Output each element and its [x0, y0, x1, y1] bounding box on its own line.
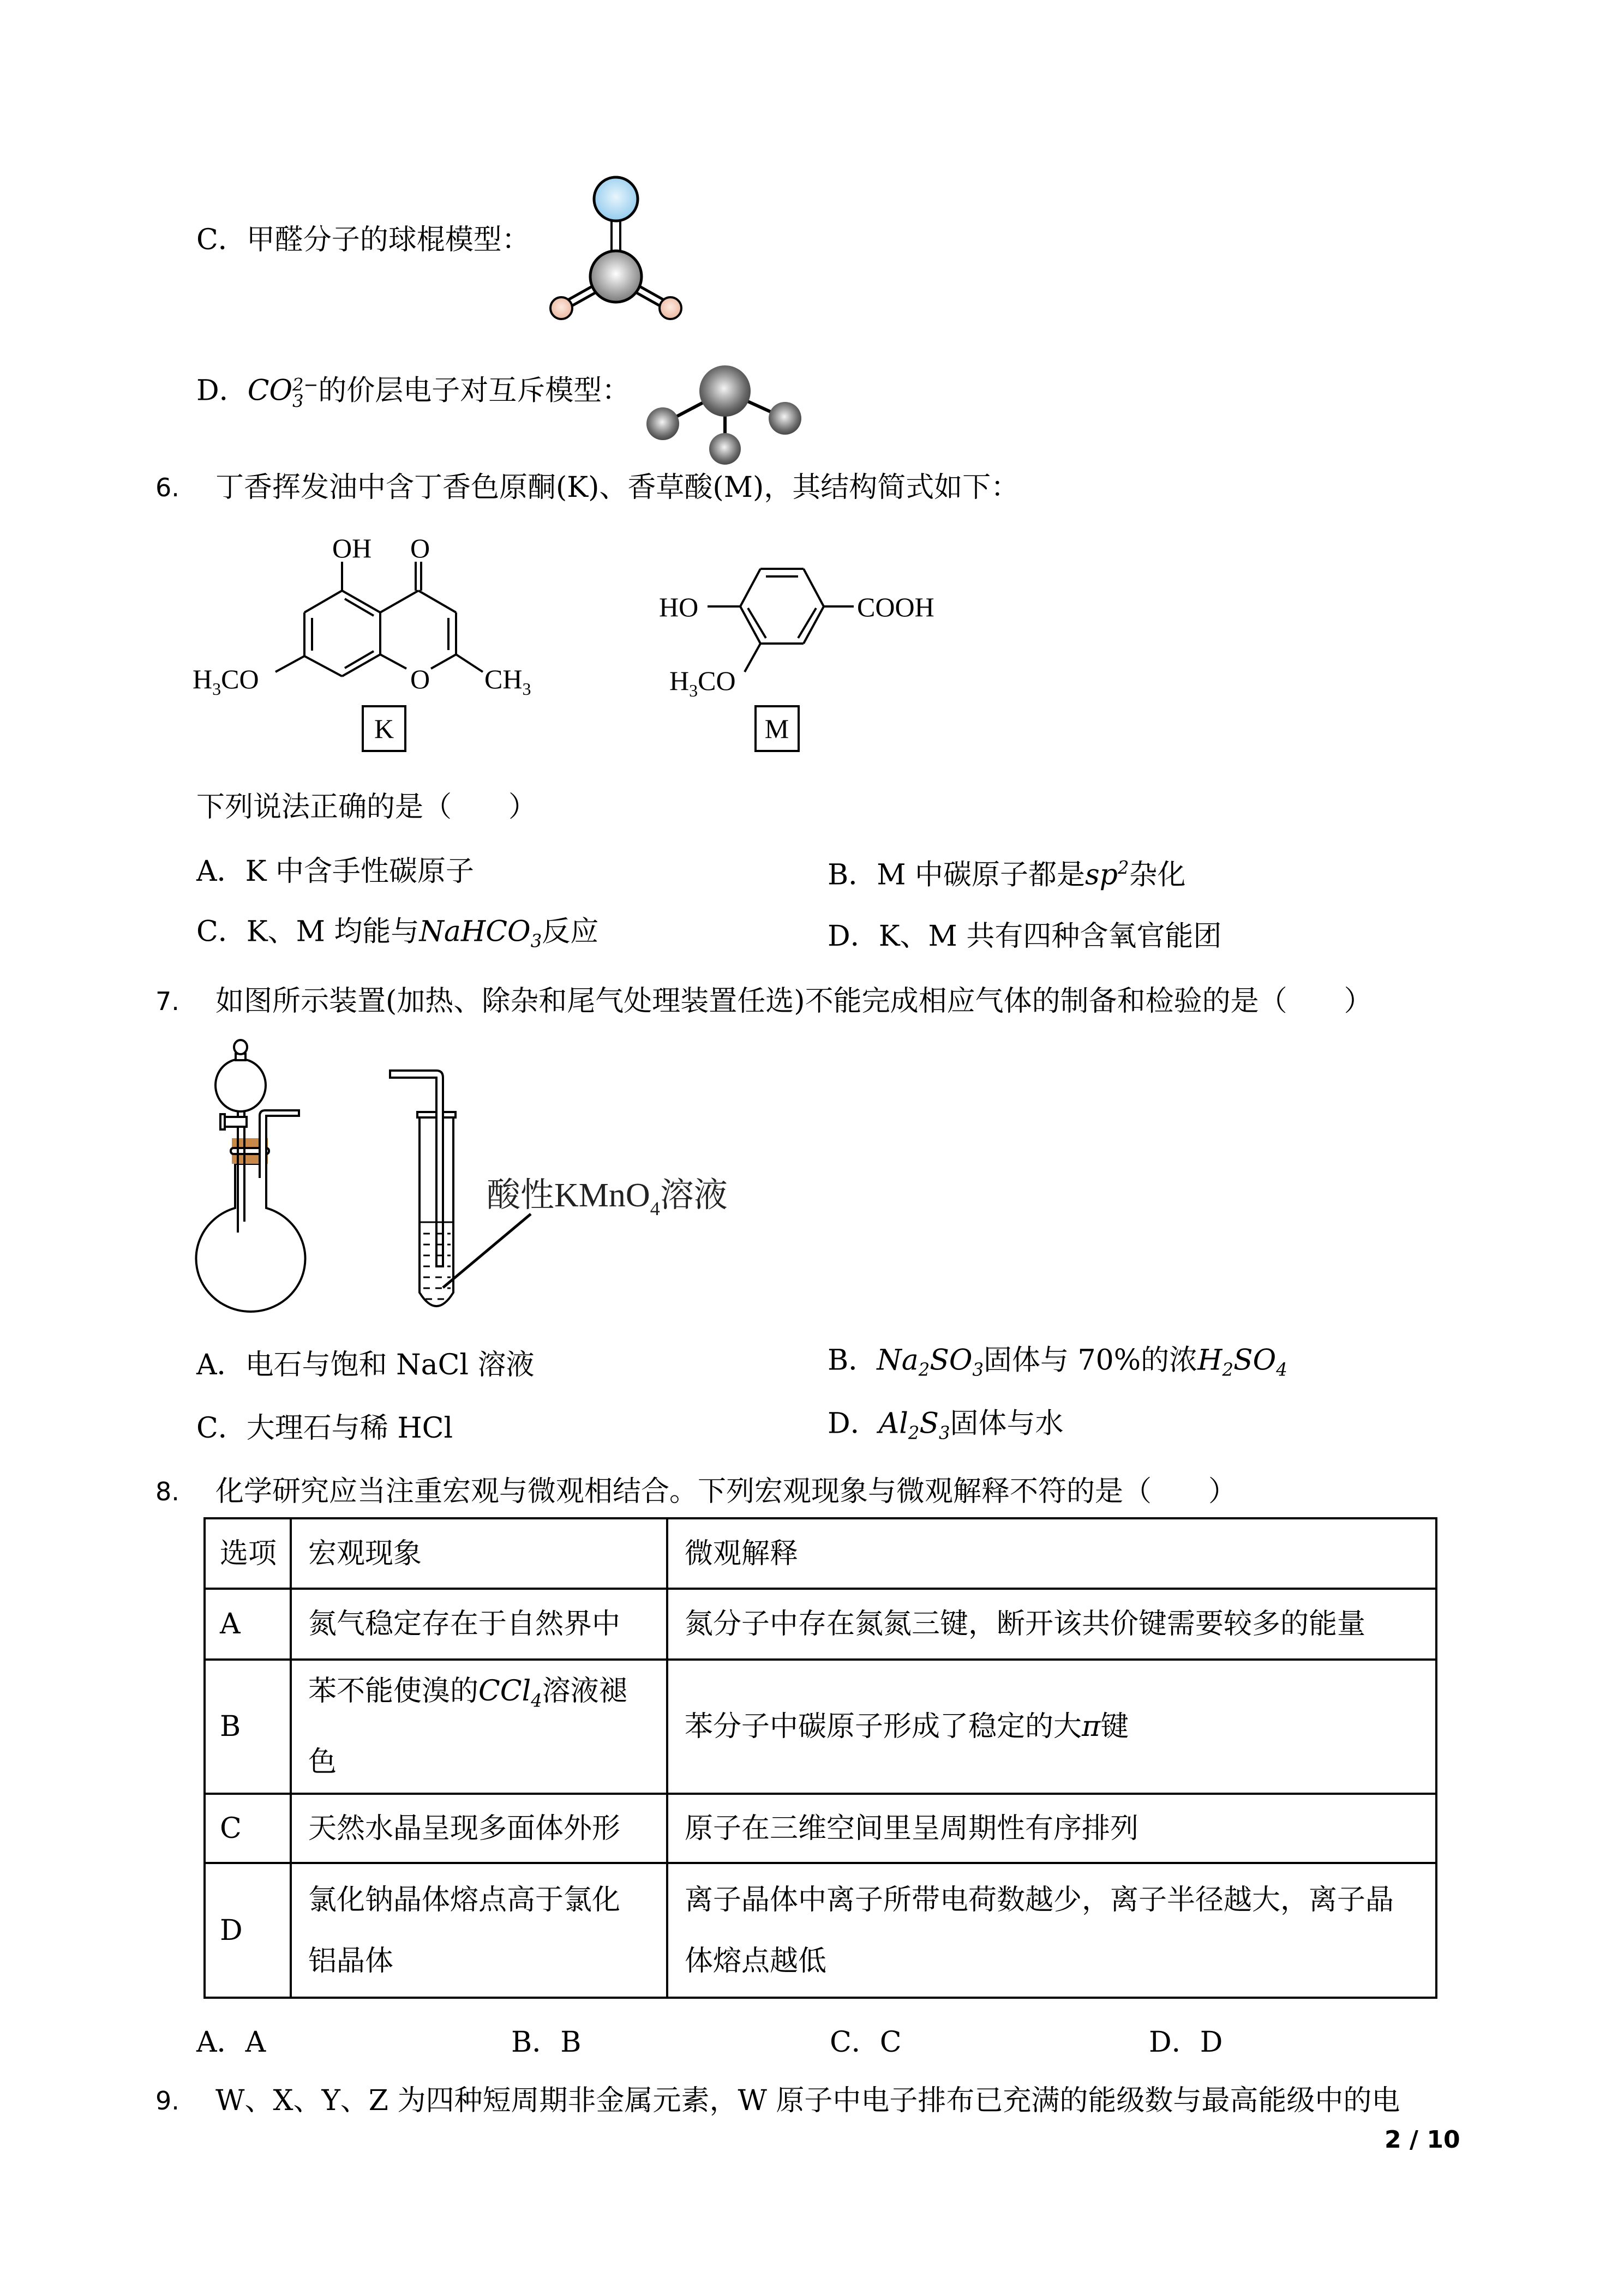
option-text: K、M 共有四种含氧官能团	[878, 920, 1222, 953]
q8-answer-b[interactable]	[511, 2026, 581, 2059]
option-label: C．	[830, 2026, 880, 2059]
option-label: D．	[196, 374, 248, 407]
question-6-prompt: 下列说法正确的是（ ）	[196, 791, 537, 824]
option-text: A	[245, 2026, 266, 2059]
formula-main: CCl	[478, 1675, 531, 1708]
formula-sub: 4	[531, 1690, 542, 1711]
h3co-sub: 3	[689, 681, 698, 700]
ch3-sub: 3	[522, 679, 531, 699]
header-option: 选项	[205, 1518, 291, 1589]
row-micro: 氮分子中存在氮氮三键，断开该共价键需要较多的能量	[667, 1589, 1436, 1660]
kmno4-solution-label	[487, 1177, 728, 1219]
table-row	[205, 1863, 1436, 1998]
question-number-8: 8.	[155, 1477, 179, 1506]
table-row	[205, 1589, 1436, 1660]
m-box-label: M	[764, 713, 789, 744]
formula-sub: 2	[1222, 1359, 1234, 1380]
option-text: 的价层电子对互斥模型：	[318, 374, 631, 407]
row-macro	[291, 1863, 667, 1998]
na2so3-formula	[877, 1344, 984, 1380]
formula-part: Na	[877, 1344, 919, 1377]
question-number-7: 7.	[155, 987, 179, 1016]
m-carboxyl-label: COOH	[857, 592, 934, 622]
sp2-formula	[1085, 859, 1129, 892]
formula-sub: 3	[292, 390, 304, 411]
k-box-label: K	[374, 713, 394, 744]
option-text-after: 反应	[542, 915, 599, 948]
pi-symbol: π	[1082, 1710, 1101, 1743]
micro-line-2: 体熔点越低	[685, 1944, 827, 1978]
ch3-main: CH	[484, 664, 523, 694]
macro-line-2: 色	[308, 1745, 337, 1778]
row-option: B	[205, 1660, 291, 1794]
table-row	[205, 1660, 1436, 1794]
option-text: D	[1200, 2026, 1223, 2059]
option-label: B．	[828, 1344, 877, 1377]
q6-option-b[interactable]	[828, 851, 1186, 891]
q7-option-d[interactable]	[828, 1407, 1064, 1449]
text: 苯分子中碳原子形成了稳定的大	[685, 1710, 1082, 1743]
macro-micro-table	[203, 1517, 1437, 1999]
option-text: M 中碳原子都是	[877, 858, 1085, 892]
table-row	[205, 1794, 1436, 1863]
formula-part: SO	[1233, 1344, 1277, 1377]
q7-option-b[interactable]	[828, 1344, 1287, 1386]
h3co-rest: CO	[698, 665, 736, 696]
label-text: 酸性KMnO	[487, 1177, 650, 1214]
formula-main: sp	[1085, 858, 1118, 892]
question-number-9: 9.	[155, 2086, 179, 2115]
option-text: 甲醛分子的球棍模型：	[246, 224, 530, 256]
row-option: D	[205, 1863, 291, 1998]
page-number: 2 / 10	[1385, 2126, 1460, 2154]
option-text-after: 杂化	[1129, 858, 1186, 892]
text: 苯不能使溴的	[308, 1675, 479, 1708]
h2so4-formula	[1197, 1344, 1287, 1380]
option-label: C．	[196, 915, 247, 948]
formula-part: H	[1197, 1344, 1223, 1377]
text: 溶液褪	[542, 1675, 627, 1708]
option-label: A．	[196, 1349, 245, 1381]
formula-sub: 2	[918, 1359, 930, 1380]
h3co-rest: CO	[221, 664, 259, 694]
option-label: D．	[828, 1407, 879, 1440]
option-label: D．	[828, 920, 879, 953]
k-ring-o-label: O	[410, 664, 430, 694]
formula-part: Al	[878, 1407, 908, 1440]
row-macro: 氮气稳定存在于自然界中	[291, 1589, 667, 1660]
header-micro: 微观解释	[667, 1518, 1436, 1589]
option-text: C	[879, 2026, 902, 2059]
formula-sup: 2	[1117, 857, 1129, 879]
row-option: A	[205, 1589, 291, 1660]
option-text: 大理石与稀 HCl	[246, 1412, 453, 1445]
q7-option-c[interactable]	[196, 1412, 453, 1445]
option-text: B	[560, 2026, 582, 2059]
row-micro: 原子在三维空间里呈周期性有序排列	[667, 1794, 1436, 1863]
row-micro	[667, 1660, 1436, 1794]
q8-answer-c[interactable]	[830, 2026, 902, 2059]
option-label: B．	[828, 858, 877, 892]
formula-main: NaHCO	[419, 915, 531, 948]
table-header-row	[205, 1518, 1436, 1589]
question-7-stem: 如图所示装置(加热、除杂和尾气处理装置任选)不能完成相应气体的制备和检验的是（ ）	[215, 985, 1373, 1018]
q8-answer-a[interactable]	[196, 2026, 266, 2059]
gas-apparatus-figure	[0, 0, 818, 1336]
h3co-h: H	[669, 665, 690, 696]
question-number-6: 6.	[155, 473, 179, 502]
m-hydroxyl-label: HO	[659, 592, 699, 622]
row-option: C	[205, 1794, 291, 1863]
formula-sub: 3	[972, 1359, 984, 1380]
macro-line-2: 铝晶体	[308, 1944, 394, 1978]
question-9-stem: W、X、Y、Z 为四种短周期非金属元素，W 原子中电子排布已充满的能级数与最高能级中的电	[215, 2084, 1400, 2117]
text: 键	[1100, 1710, 1129, 1743]
header-macro: 宏观现象	[291, 1518, 667, 1589]
formula-sub: 3	[530, 930, 542, 952]
label-sub: 4	[650, 1198, 660, 1219]
formula-sup: 2−	[292, 374, 319, 395]
row-micro	[667, 1863, 1436, 1998]
macro-line-1: 氯化钠晶体熔点高于氯化	[308, 1883, 621, 1916]
option-text: K、M 均能与	[246, 915, 420, 948]
option-text: 固体与 70%的浓	[984, 1344, 1198, 1377]
row-macro	[291, 1660, 667, 1794]
al2s3-formula	[878, 1407, 950, 1444]
formula-part: S	[919, 1407, 939, 1440]
formula-sub: 3	[939, 1422, 950, 1444]
macro-line-1	[308, 1661, 666, 1731]
separatory-funnel-globe	[215, 1059, 266, 1111]
round-bottom-flask-with-funnel	[196, 1040, 305, 1312]
k-carbonyl-o-label: O	[410, 533, 430, 563]
row-macro: 天然水晶呈现多面体外形	[291, 1794, 667, 1863]
option-label: A．	[196, 855, 245, 888]
formula-sub: 4	[1276, 1359, 1287, 1380]
label-text-after: 溶液	[660, 1177, 728, 1214]
option-text: K 中含手性碳原子	[245, 855, 474, 888]
question-8-stem: 化学研究应当注重宏观与微观相结合。下列宏观现象与微观解释不符的是（ ）	[215, 1475, 1237, 1508]
question-6-stem: 丁香挥发油中含丁香色原酮(K)、香草酸(M)，其结构简式如下：	[215, 471, 1020, 504]
q8-answer-d[interactable]	[1149, 2026, 1223, 2059]
k-oh-label: OH	[332, 533, 372, 563]
label-pointer-line	[443, 1214, 531, 1288]
option-text: 固体与水	[950, 1407, 1064, 1440]
h3co-h: H	[193, 664, 213, 694]
ccl4-formula	[478, 1675, 542, 1711]
h3co-sub: 3	[212, 679, 221, 699]
option-text: 电石与饱和 NaCl 溶液	[245, 1349, 535, 1381]
option-label: C．	[196, 1412, 247, 1445]
q6-option-d[interactable]	[828, 920, 1221, 953]
micro-line-1: 离子晶体中离子所带电荷数越少，离子半径越大，离子晶	[685, 1883, 1394, 1916]
formula-sub: 2	[908, 1422, 920, 1444]
option-label: A．	[196, 2026, 245, 2059]
option-label: D．	[1149, 2026, 1200, 2059]
formula-part: SO	[930, 1344, 973, 1377]
option-label: C．	[196, 224, 247, 256]
formula-main: CO	[247, 374, 293, 407]
option-label: B．	[511, 2026, 561, 2059]
q7-option-a[interactable]	[196, 1349, 535, 1381]
